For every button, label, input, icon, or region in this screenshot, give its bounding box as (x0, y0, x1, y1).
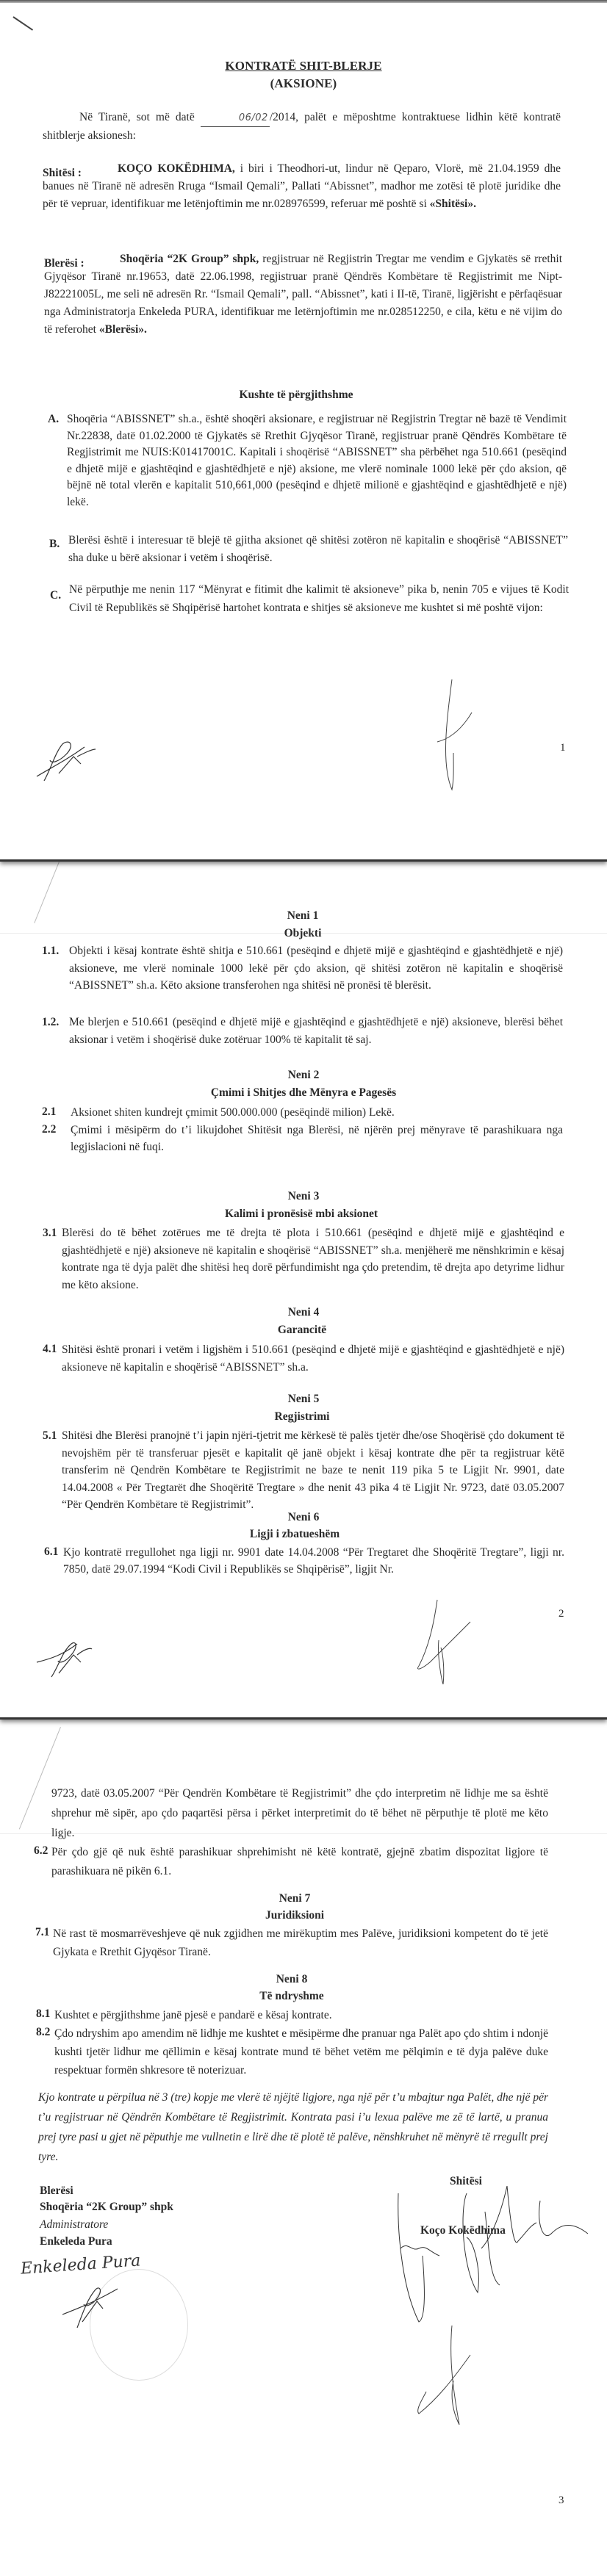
seller-details: i biri i Theodhori-ut, lindur në Qeparo, Vlorë, më 21.04.1959 dhe banues në Tiranë në adresën Rruga “Ismail Qemali”, Pallati “Abissnet”, madhor me zotësi të plotë juridike dhe për të vepruar, identifikuar me letënjoftimin me nr.028976599, referuar më poshtë si (43, 162, 561, 210)
article-1-title: Objekti (284, 927, 322, 939)
article-5-title: Regjistrimi (274, 1410, 330, 1423)
buyer-paragraph (44, 250, 562, 339)
document-subtitle: (AKSIONE) (270, 76, 337, 90)
article-1-number: Neni 1 (287, 909, 319, 922)
buyer-sign-role: Blerësi (40, 2184, 73, 2197)
article-8-title: Të ndryshme (259, 1990, 324, 2002)
condition-label-c: C. (50, 589, 62, 602)
page-number-3: 3 (558, 2494, 564, 2506)
buyer-sign-company: Shoqëria “2K Group” shpk (40, 2201, 173, 2213)
clause-3-1: Blerësi do të bëhet zotërues me të drejta të plota i 510.661 (pesëqind e dhjetë mijë e gjashtëqind e gjashtëdhjetë e një) aksioneve në kapitalin e shoqërisë “ABISSNET” sh.a. menjëherë me nënshkrimin e kësaj kontrate nga të dyja palët dhe shitësi heq dorë përfundimisht nga çdo pretendim, të drejta apo detyrime lidhur me këto aksione. (62, 1227, 564, 1291)
clause-6-2: Për çdo gjë që nuk është parashikuar shprehimisht në këtë kontratë, gjejnë zbatim dispozitat ligjore të parashikuara në pikën 6.1. (51, 1846, 548, 1877)
clause-2-2: Çmimi i mësipërm do t’i likujdohet Shitësit nga Blerësi, në njërën prej mënyrave të parashikuara nga legjislacioni në fuqi. (71, 1124, 563, 1153)
article-6-title: Ligji i zbatueshëm (249, 1528, 340, 1540)
clause-label-2-1: 2.1 (42, 1105, 57, 1118)
clause-label-2-2: 2.2 (42, 1123, 57, 1136)
page-1 (0, 0, 607, 862)
document-title: KONTRATË SHIT-BLERJE (225, 59, 382, 73)
clause-label-4-1: 4.1 (43, 1343, 57, 1355)
seller-sign-role: Shitësi (450, 2175, 482, 2187)
staple-mark (12, 16, 33, 31)
clause-label-6-1: 6.1 (44, 1545, 59, 1558)
seller-ref: «Shitësi». (429, 198, 476, 210)
article-7-title: Juridiksioni (265, 1909, 325, 1922)
seller-label: Shitësi : (43, 167, 82, 179)
buyer-ref: «Blerësi». (98, 323, 147, 336)
initials-signature-buyer (29, 738, 110, 786)
signature-seller-page1 (426, 676, 478, 797)
article-4-number: Neni 4 (287, 1306, 320, 1318)
scan-edge (0, 0, 607, 3)
page-3 (0, 1720, 607, 2576)
page-number-1: 1 (560, 742, 566, 754)
buyer-sign-name: Enkeleda Pura (40, 2235, 112, 2248)
clause-label-7-1: 7.1 (35, 1926, 50, 1938)
intro-text-after-date: /2014, palët e mëposhtme kontraktuese lidhin këtë kontratë shitblerje aksionesh: (43, 111, 561, 142)
closing-statement: Kjo kontrate u përpilua në 3 (tre) kopje me vlerë të njëjtë ligjore, nga një për t’u mbajtur nga Palët, dhe një për t’u regjistruar në Qëndrën Kombëtare të Regjistrimit. Kontrata pasi i’u lexua palëve me zë të lartë, u pranua prej tyre pasi u gjet në pëputhje me vullnetin e lirë dhe të plotë të palëve, nënshkruhet në mënyrë të rregullt prej tyre. (38, 2091, 548, 2163)
clause-8-1: Kushtet e përgjithshme janë pjesë e pandarë e kësaj kontrate. (54, 2009, 332, 2021)
clause-label-5-1: 5.1 (43, 1429, 57, 1442)
article-8-number: Neni 8 (276, 1973, 308, 1985)
page-2 (0, 862, 607, 1720)
buyer-details: regjistruar në Regjistrin Tregtar me vendim e Gjykatës së rrethit Gjyqësor Tiranë nr.19653, datë 22.06.1998, regjistruar pranë Qëndrës Kombëtare të Regjistrimit me Nipt- J82221005L, me seli në adresën Rr. “Ismail Qemali”, pall. “Abissnet”, kati i II-të, Tiranë, ligjërisht e përfaqësuar nga Administratorja Enkeleda PURA, identifikuar me letërnjoftimin me nr.028512250, e cila, këtu e në vijim do të referohet (44, 253, 562, 336)
condition-a: Shoqëria “ABISSNET” sh.a., është shoqëri aksionare, e regjistruar në Regjistrin Tregtar në bazë të Vendimit Nr.22838, datë 01.02.2000 të Gjykatës së Rrethit Gjyqësor Tiranë, regjistruar pranë Qëndrës Kombëtare të Regjistrimit me NUIS:K01417001C. Kapitali i shoqërisë “ABISSNET” sha përbëhet nga 510.661 (pesëqind e dhjetë mijë e gjashtëqind e gjashtëdhjetë e një) aksione, me vlerë nominale 1000 lekë për çdo aksion, që bëjnë në total vlerën e kapitalit 510,661,000 (pesëqind e dhjetë milionë e gjashtëqind e gjashtëdhjetë e një) lekë. (67, 413, 567, 508)
buyer-label: Blerësi : (44, 257, 85, 270)
intro-text-before-date: Në Tiranë, sot më datë (79, 111, 195, 123)
clause-label-8-1: 8.1 (36, 2007, 51, 2020)
article-2-title: Çmimi i Shitjes dhe Mënyra e Pagesës (210, 1086, 397, 1099)
clause-1-2: Me blerjen e 510.661 (pesëqind e dhjetë mijë e gjashtëqind e gjashtëdhjetë e një) aksioneve, blerësi bëhet aksionar i vetëm i shoqërisë duke zotëruar 100% të kapitalit të saj. (69, 1016, 563, 1046)
clause-label-6-2: 6.2 (34, 1844, 49, 1857)
clause-6-1-part2: 9723, datë 03.05.2007 “Për Qendrën Kombëtare të Regjistrimit” dhe çdo interpretim në lidhje me sa është shprehur më sipër, apo çdo paqartësi përsa i përket interpretimit do të bëhet në përputhje të plotë me këto ligje. (51, 1787, 548, 1839)
condition-label-b: B. (49, 538, 60, 550)
initials-signature-buyer (59, 2285, 125, 2333)
article-4-title: Garancitë (277, 1324, 327, 1336)
clause-4-1: Shitësi është pronari i vetëm i ligjshëm i 510.661 (pesëqind e dhjetë mijë e gjashtëqind e gjashtëdhjetë e një) aksioneve në kapitalin e shoqërisë “ABISSNET” sh.a. (62, 1343, 564, 1374)
clause-1-1: Objekti i kësaj kontrate është shitja e 510.661 (pesëqind e dhjetë mijë e gjashtëqind e gjashtëdhjetë e një) aksioneve, me vlerë nominale 1000 lekë për çdo aksion, që shitësi zotëron në kapitalin e shoqërisë “ABISSNET” sh.a. Këto aksione transferohen nga shitësi në pronësi të blerësit. (69, 945, 563, 992)
clause-6-1-part1: Kjo kontratë rregullohet nga ligji nr. 9901 date 14.04.2008 “Për Tregtaret dhe Shoqëritë Tregtare”, ligji nr. 7850, datë 29.07.1994 “Kodi Civil i Republikës se Shqipërisë”, ligjit Nr. (63, 1546, 564, 1576)
article-7-number: Neni 7 (279, 1892, 311, 1905)
seller-name: KOÇO KOKËDHIMA, (118, 162, 235, 175)
article-6-number: Neni 6 (287, 1511, 320, 1523)
article-3-number: Neni 3 (287, 1190, 320, 1202)
buyer-sign-title: Administratore (40, 2218, 109, 2231)
handwritten-date: 06/02 (201, 109, 270, 127)
clause-5-1: Shitësi dhe Blerësi pranojnë t’i japin njëri-tjetrit me kërkesë të palës tjetër dhe/ose Shoqërisë çdo dokument të nevojshëm për të transferuar pjesët e kapitalit që janë objekt i kësaj kontrate dhe për ta regjistruar këtë transferim në Qendrën Kombëtare te Regjistrimit ne baze te nenit 119 pika 5 te Ligjit Nr. 9901, date 14.04.2008 « Për Tregtarët dhe Shoqëritë Tregtare » dhe nenit 43 pika 4 të Ligjit Nr. 9723, datë 03.05.2007 “Për Qendrën Kombëtare të Regjistrimit”. (62, 1429, 564, 1511)
article-2-number: Neni 2 (287, 1069, 320, 1081)
article-5-number: Neni 5 (287, 1393, 320, 1405)
condition-c: Në përputhje me nenin 117 “Mënyrat e fitimit dhe kalimit të aksioneve” pika b, nenin 705 e vijues të Kodit Civil të Republikës së Shqipërisë hartohet kontrata e shitjes së aksioneve me kushtet si më poshtë vijon: (69, 583, 569, 614)
seller-sign-name: Koço Kokëdhima (420, 2224, 506, 2237)
clause-label-3-1: 3.1 (43, 1227, 57, 1239)
clause-label-8-2: 8.2 (36, 2026, 51, 2038)
clause-label-1-1: 1.1. (42, 945, 60, 957)
signature-seller-page2 (408, 1596, 474, 1695)
page-number-2: 2 (558, 1608, 564, 1620)
signature-seller-page3 (408, 2322, 474, 2436)
article-3-title: Kalimi i pronësisë mbi aksionet (224, 1208, 378, 1220)
initials-signature-buyer (33, 1640, 99, 1688)
general-conditions-heading: Kushte të përgjithshme (239, 389, 353, 401)
condition-label-a: A. (48, 413, 60, 425)
clause-8-2: Çdo ndryshim apo amendim në lidhje me kushtet e mësipërme dhe pranuar nga Palët apo çdo shtim i ndonjë kushti tjetër lidhur me qëllimin e kësaj kontrate mund të bëhet vetëm me pëlqimin e të dyja palëve duke respektuar formën shkresore të noterizuar. (54, 2027, 548, 2077)
handwritten-signature-buyer: Enkeleda Pura (20, 2251, 142, 2279)
clause-2-1: Aksionet shiten kundrejt çmimit 500.000.000 (pesëqindë milion) Lekë. (71, 1106, 395, 1119)
clause-label-1-2: 1.2. (42, 1016, 60, 1028)
clause-7-1: Në rast të mosmarrëveshjeve që nuk zgjidhen me mirëkuptim mes Palëve, juridiksioni kompetent do të jetë Gjykata e Rrethit Gjyqësor Tiranë. (53, 1927, 548, 1958)
buyer-name: Shoqëria “2K Group” shpk, (120, 253, 259, 265)
seller-paragraph (43, 160, 561, 213)
intro-paragraph (43, 109, 561, 144)
signature-seller (397, 2182, 603, 2333)
condition-b: Blerësi është i interesuar të blejë të gjitha aksionet që shitësi zotëron në kapitalin e shoqërisë “ABISSNET” sha duke u bërë aksionar i vetëm i shoqërisë. (68, 534, 568, 564)
